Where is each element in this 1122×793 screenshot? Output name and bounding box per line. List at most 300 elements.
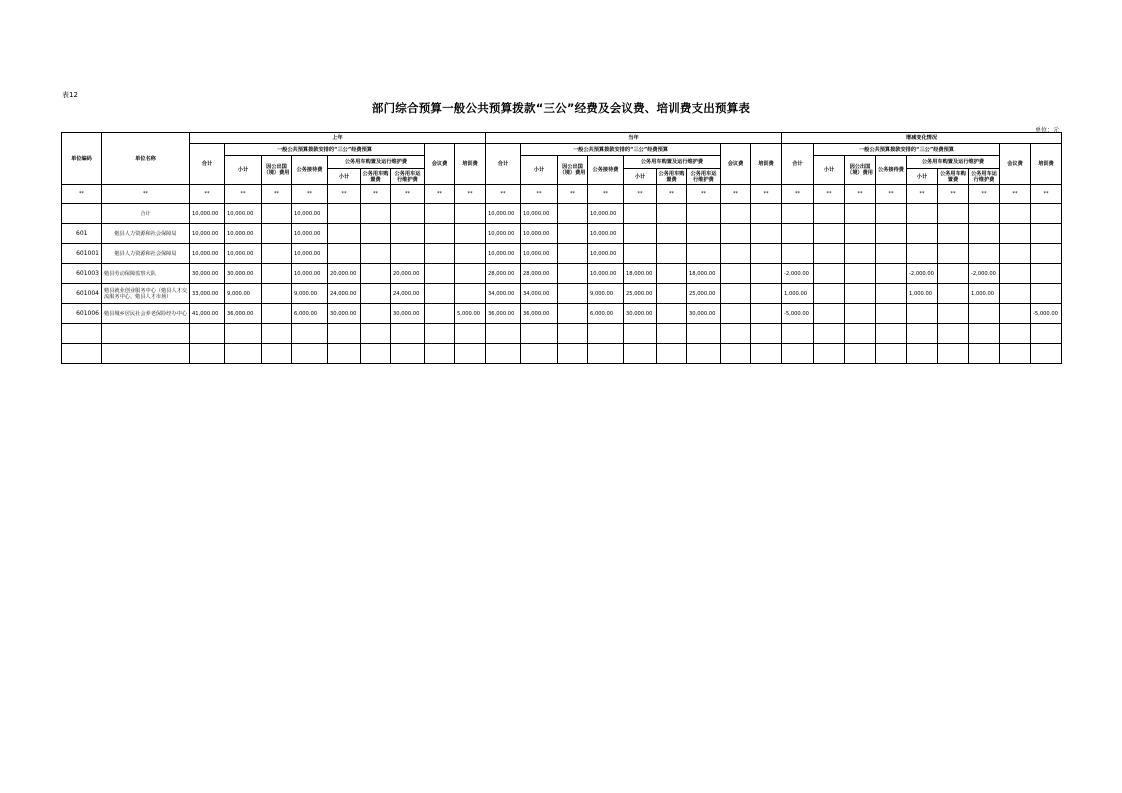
diff-subtotal-cell [814,324,845,344]
header-group-change: 增减变化情况 [782,133,1062,144]
diff-total-cell [782,244,814,264]
prev-subtotal-cell: 9,000.00 [225,284,262,304]
prev-training-cell [455,224,486,244]
diff-vehicle-purchase-cell [938,284,969,304]
header-curr-vehicle-subtotal: 小计 [624,169,657,185]
curr-meeting-cell [721,284,751,304]
prev-total-cell: 41,000.00 [190,304,225,324]
curr-training-cell [751,224,782,244]
header-diff-abroad: 因公出国（境）费用 [845,156,876,185]
diff-reception-cell [876,264,907,284]
diff-meeting-cell [1000,224,1031,244]
unit-name-cell: 勉县人力资源和社会保障局 [102,244,190,264]
curr-vehicle-subtotal-cell: 25,000.00 [624,284,657,304]
diff-vehicle-subtotal-cell [907,304,938,324]
curr-meeting-cell [721,244,751,264]
header-curr-training: 培训费 [751,144,782,185]
diff-vehicle-operation-cell [969,344,1000,364]
unit-code-cell: 601003 [62,264,102,284]
unit-name-cell [102,324,190,344]
curr-abroad-cell [558,284,588,304]
curr-vehicle-purchase-cell [657,244,687,264]
table-header [62,133,1062,185]
curr-reception-cell [588,344,624,364]
table-row [62,344,1062,364]
diff-subtotal-cell [814,304,845,324]
header-unit-code: 单位编码 [62,133,102,185]
diff-abroad-cell [845,204,876,224]
prev-vehicle-purchase-cell [361,324,391,344]
prev-abroad-cell [262,284,292,304]
diff-vehicle-operation-cell [969,324,1000,344]
curr-subtotal-cell [521,344,558,364]
curr-reception-cell: 9,000.00 [588,284,624,304]
star-cell: ** [262,185,292,204]
curr-training-cell [751,344,782,364]
diff-vehicle-operation-cell [969,304,1000,324]
curr-abroad-cell [558,344,588,364]
curr-total-cell: 10,000.00 [486,204,521,224]
prev-meeting-cell [425,224,455,244]
curr-vehicle-operation-cell [687,324,721,344]
diff-subtotal-cell [814,264,845,284]
diff-meeting-cell [1000,324,1031,344]
diff-total-cell [782,224,814,244]
header-prev-vehicle-purchase: 公务用车购置费 [361,169,391,185]
star-cell: ** [328,185,361,204]
diff-vehicle-operation-cell: -2,000.00 [969,264,1000,284]
curr-vehicle-purchase-cell [657,304,687,324]
curr-vehicle-operation-cell [687,224,721,244]
prev-meeting-cell [425,284,455,304]
curr-abroad-cell [558,304,588,324]
diff-training-cell [1031,244,1062,264]
prev-vehicle-subtotal-cell [328,244,361,264]
prev-total-cell [190,324,225,344]
star-cell: ** [455,185,486,204]
diff-vehicle-subtotal-cell: -2,000.00 [907,264,938,284]
star-cell: ** [876,185,907,204]
prev-subtotal-cell: 30,000.00 [225,264,262,284]
diff-reception-cell [876,304,907,324]
diff-vehicle-purchase-cell [938,224,969,244]
diff-vehicle-subtotal-cell: 1,000.00 [907,284,938,304]
header-curr-sangong: 一般公共预算拨款安排的“三公”经费预算 [521,144,721,156]
prev-subtotal-cell: 36,000.00 [225,304,262,324]
prev-vehicle-purchase-cell [361,204,391,224]
prev-reception-cell: 10,000.00 [292,244,328,264]
header-prev-subtotal: 小计 [225,156,262,185]
star-cell: ** [687,185,721,204]
curr-vehicle-operation-cell [687,344,721,364]
table-row [62,284,1062,304]
unit-name-cell [102,344,190,364]
star-cell: ** [425,185,455,204]
header-diff-total: 合计 [782,144,814,185]
prev-subtotal-cell [225,344,262,364]
curr-training-cell [751,324,782,344]
prev-total-cell: 33,000.00 [190,284,225,304]
curr-vehicle-subtotal-cell: 18,000.00 [624,264,657,284]
header-prev-sangong: 一般公共预算拨款安排的“三公”经费预算 [225,144,425,156]
prev-training-cell [455,244,486,264]
star-cell: ** [721,185,751,204]
prev-total-cell: 10,000.00 [190,224,225,244]
unit-code-cell: 601004 [62,284,102,304]
diff-abroad-cell [845,324,876,344]
prev-vehicle-purchase-cell [361,224,391,244]
curr-abroad-cell [558,324,588,344]
unit-name-cell: 勉县城乡居民社会养老保险经办中心 [102,304,190,324]
prev-meeting-cell [425,324,455,344]
star-cell: ** [361,185,391,204]
diff-total-cell: -5,000.00 [782,304,814,324]
curr-vehicle-subtotal-cell [624,324,657,344]
header-curr-subtotal: 小计 [521,156,558,185]
prev-reception-cell: 10,000.00 [292,264,328,284]
star-cell: ** [102,185,190,204]
prev-vehicle-subtotal-cell: 24,000.00 [328,284,361,304]
prev-vehicle-purchase-cell [361,244,391,264]
diff-total-cell [782,324,814,344]
diff-vehicle-purchase-cell [938,244,969,264]
unit-code-cell [62,204,102,224]
header-curr-abroad: 因公出国（境）费用 [558,156,588,185]
curr-vehicle-subtotal-cell [624,344,657,364]
prev-vehicle-purchase-cell [361,284,391,304]
unit-name-cell: 合计 [102,204,190,224]
curr-vehicle-purchase-cell [657,264,687,284]
curr-vehicle-purchase-cell [657,204,687,224]
curr-meeting-cell [721,324,751,344]
table-row [62,224,1062,244]
prev-abroad-cell [262,304,292,324]
prev-vehicle-subtotal-cell [328,204,361,224]
diff-abroad-cell [845,304,876,324]
prev-vehicle-subtotal-cell [328,224,361,244]
diff-abroad-cell [845,344,876,364]
prev-vehicle-operation-cell: 20,000.00 [391,264,425,284]
diff-meeting-cell [1000,264,1031,284]
unit-label: 单位：元 [1035,127,1060,134]
header-prev-reception: 公务接待费 [292,156,328,185]
diff-subtotal-cell [814,344,845,364]
diff-training-cell [1031,284,1062,304]
prev-abroad-cell [262,244,292,264]
header-diff-subtotal: 小计 [814,156,845,185]
star-cell: ** [814,185,845,204]
star-cell: ** [782,185,814,204]
curr-training-cell [751,284,782,304]
star-cell: ** [938,185,969,204]
header-diff-vehicle-operation: 公务用车运行维护费 [969,169,1000,185]
curr-vehicle-subtotal-cell [624,224,657,244]
star-cell: ** [588,185,624,204]
prev-training-cell [455,264,486,284]
curr-total-cell: 10,000.00 [486,224,521,244]
curr-meeting-cell [721,224,751,244]
curr-meeting-cell [721,204,751,224]
curr-subtotal-cell: 36,000.00 [521,304,558,324]
prev-meeting-cell [425,264,455,284]
header-group-curr-year: 当年 [486,133,782,144]
curr-total-cell [486,344,521,364]
prev-training-cell [455,284,486,304]
prev-vehicle-operation-cell: 30,000.00 [391,304,425,324]
prev-reception-cell: 10,000.00 [292,204,328,224]
diff-total-cell [782,344,814,364]
diff-training-cell: -5,000.00 [1031,304,1062,324]
diff-abroad-cell [845,264,876,284]
star-cell: ** [1000,185,1031,204]
prev-vehicle-operation-cell: 24,000.00 [391,284,425,304]
diff-reception-cell [876,344,907,364]
star-cell: ** [391,185,425,204]
header-diff-reception: 公务接待费 [876,156,907,185]
header-curr-total: 合计 [486,144,521,185]
prev-vehicle-subtotal-cell [328,344,361,364]
diff-vehicle-subtotal-cell [907,224,938,244]
unit-code-cell: 601 [62,224,102,244]
curr-vehicle-subtotal-cell: 30,000.00 [624,304,657,324]
prev-vehicle-operation-cell [391,204,425,224]
curr-abroad-cell [558,224,588,244]
prev-abroad-cell [262,324,292,344]
prev-training-cell [455,344,486,364]
diff-training-cell [1031,264,1062,284]
prev-vehicle-purchase-cell [361,304,391,324]
budget-table [61,132,1062,364]
unit-code-cell: 601006 [62,304,102,324]
curr-reception-cell: 10,000.00 [588,204,624,224]
curr-vehicle-purchase-cell [657,284,687,304]
star-cell: ** [225,185,262,204]
star-cell: ** [907,185,938,204]
diff-vehicle-purchase-cell [938,304,969,324]
unit-code-cell: 601001 [62,244,102,264]
diff-vehicle-purchase-cell [938,264,969,284]
prev-meeting-cell [425,244,455,264]
star-cell: ** [292,185,328,204]
star-cell: ** [521,185,558,204]
curr-vehicle-operation-cell [687,204,721,224]
curr-subtotal-cell: 10,000.00 [521,244,558,264]
curr-total-cell: 36,000.00 [486,304,521,324]
curr-vehicle-purchase-cell [657,224,687,244]
prev-abroad-cell [262,224,292,244]
header-curr-vehicle: 公务用车购置及运行维护费 [624,156,721,169]
diff-subtotal-cell [814,244,845,264]
header-prev-vehicle-subtotal: 小计 [328,169,361,185]
prev-meeting-cell [425,344,455,364]
star-cell: ** [969,185,1000,204]
header-diff-training: 培训费 [1031,144,1062,185]
curr-subtotal-cell: 10,000.00 [521,224,558,244]
prev-abroad-cell [262,264,292,284]
diff-vehicle-purchase-cell [938,204,969,224]
unit-name-cell: 勉县人力资源和社会保障局 [102,224,190,244]
curr-vehicle-operation-cell [687,244,721,264]
diff-vehicle-operation-cell [969,244,1000,264]
prev-vehicle-subtotal-cell [328,324,361,344]
curr-vehicle-operation-cell: 30,000.00 [687,304,721,324]
curr-meeting-cell [721,344,751,364]
prev-meeting-cell [425,204,455,224]
curr-vehicle-operation-cell: 25,000.00 [687,284,721,304]
diff-reception-cell [876,284,907,304]
header-curr-reception: 公务接待费 [588,156,624,185]
prev-training-cell [455,204,486,224]
diff-reception-cell [876,204,907,224]
header-group-prev-year: 上年 [190,133,486,144]
prev-vehicle-operation-cell [391,244,425,264]
prev-subtotal-cell: 10,000.00 [225,244,262,264]
prev-total-cell: 30,000.00 [190,264,225,284]
star-cell: ** [657,185,687,204]
header-diff-sangong: 一般公共预算拨款安排的“三公”经费预算 [814,144,1000,156]
table-row [62,304,1062,324]
diff-meeting-cell [1000,204,1031,224]
table-row [62,204,1062,224]
header-prev-abroad: 因公出国（境）费用 [262,156,292,185]
prev-vehicle-purchase-cell [361,264,391,284]
curr-total-cell: 34,000.00 [486,284,521,304]
prev-total-cell: 10,000.00 [190,204,225,224]
curr-training-cell [751,244,782,264]
curr-vehicle-purchase-cell [657,344,687,364]
diff-vehicle-subtotal-cell [907,344,938,364]
header-prev-vehicle-operation: 公务用车运行维护费 [391,169,425,185]
curr-abroad-cell [558,244,588,264]
prev-abroad-cell [262,204,292,224]
diff-meeting-cell [1000,344,1031,364]
diff-total-cell: 1,000.00 [782,284,814,304]
header-prev-training: 培训费 [455,144,486,185]
curr-meeting-cell [721,264,751,284]
star-cell: ** [190,185,225,204]
unit-code-cell [62,344,102,364]
table-row [62,264,1062,284]
diff-vehicle-subtotal-cell [907,204,938,224]
header-diff-vehicle-purchase: 公务用车购置费 [938,169,969,185]
diff-meeting-cell [1000,284,1031,304]
diff-total-cell [782,204,814,224]
diff-abroad-cell [845,284,876,304]
star-row [62,185,1062,204]
star-cell: ** [1031,185,1062,204]
prev-vehicle-operation-cell [391,224,425,244]
diff-reception-cell [876,244,907,264]
diff-meeting-cell [1000,244,1031,264]
diff-vehicle-operation-cell: 1,000.00 [969,284,1000,304]
diff-abroad-cell [845,244,876,264]
table-row [62,324,1062,344]
curr-vehicle-operation-cell: 18,000.00 [687,264,721,284]
diff-vehicle-purchase-cell [938,324,969,344]
diff-training-cell [1031,204,1062,224]
table-number: 表12 [62,91,78,99]
header-diff-meeting: 会议费 [1000,144,1031,185]
prev-training-cell [455,324,486,344]
prev-subtotal-cell: 10,000.00 [225,224,262,244]
prev-total-cell: 10,000.00 [190,244,225,264]
curr-reception-cell: 10,000.00 [588,244,624,264]
curr-vehicle-purchase-cell [657,324,687,344]
prev-reception-cell [292,344,328,364]
unit-name-cell: 勉县就业创业服务中心（勉县人才交流服务中心、勉县人才市场） [102,284,190,304]
header-prev-total: 合计 [190,144,225,185]
curr-abroad-cell [558,264,588,284]
diff-abroad-cell [845,224,876,244]
diff-vehicle-subtotal-cell [907,324,938,344]
diff-vehicle-operation-cell [969,204,1000,224]
diff-vehicle-subtotal-cell [907,244,938,264]
prev-total-cell [190,344,225,364]
unit-name-cell: 勉县劳动保障监察大队 [102,264,190,284]
prev-reception-cell: 10,000.00 [292,224,328,244]
prev-reception-cell: 9,000.00 [292,284,328,304]
curr-total-cell [486,324,521,344]
diff-subtotal-cell [814,224,845,244]
prev-reception-cell [292,324,328,344]
curr-meeting-cell [721,304,751,324]
page-title: 部门综合预算一般公共预算拨款“三公”经费及会议费、培训费支出预算表 [371,101,751,115]
header-diff-vehicle: 公务用车购置及运行维护费 [907,156,1000,169]
prev-vehicle-purchase-cell [361,344,391,364]
star-cell: ** [751,185,782,204]
prev-meeting-cell [425,304,455,324]
curr-vehicle-subtotal-cell [624,244,657,264]
curr-subtotal-cell [521,324,558,344]
header-prev-vehicle: 公务用车购置及运行维护费 [328,156,425,169]
prev-abroad-cell [262,344,292,364]
diff-subtotal-cell [814,204,845,224]
curr-training-cell [751,304,782,324]
prev-reception-cell: 6,000.00 [292,304,328,324]
table-body [62,185,1062,364]
star-cell: ** [845,185,876,204]
header-prev-meeting: 会议费 [425,144,455,185]
prev-vehicle-operation-cell [391,324,425,344]
star-cell: ** [624,185,657,204]
star-cell: ** [62,185,102,204]
diff-reception-cell [876,324,907,344]
prev-vehicle-operation-cell [391,344,425,364]
curr-training-cell [751,204,782,224]
diff-meeting-cell [1000,304,1031,324]
prev-training-cell: 5,000.00 [455,304,486,324]
diff-subtotal-cell [814,284,845,304]
star-cell: ** [558,185,588,204]
header-curr-vehicle-operation: 公务用车运行维护费 [687,169,721,185]
table-row [62,244,1062,264]
diff-total-cell: -2,000.00 [782,264,814,284]
curr-abroad-cell [558,204,588,224]
curr-reception-cell: 6,000.00 [588,304,624,324]
header-diff-vehicle-subtotal: 小计 [907,169,938,185]
unit-code-cell [62,324,102,344]
prev-subtotal-cell: 10,000.00 [225,204,262,224]
prev-vehicle-subtotal-cell: 20,000.00 [328,264,361,284]
diff-training-cell [1031,344,1062,364]
curr-total-cell: 28,000.00 [486,264,521,284]
curr-subtotal-cell: 10,000.00 [521,204,558,224]
header-unit-name: 单位名称 [102,133,190,185]
curr-vehicle-subtotal-cell [624,204,657,224]
diff-reception-cell [876,224,907,244]
diff-vehicle-purchase-cell [938,344,969,364]
star-cell: ** [486,185,521,204]
